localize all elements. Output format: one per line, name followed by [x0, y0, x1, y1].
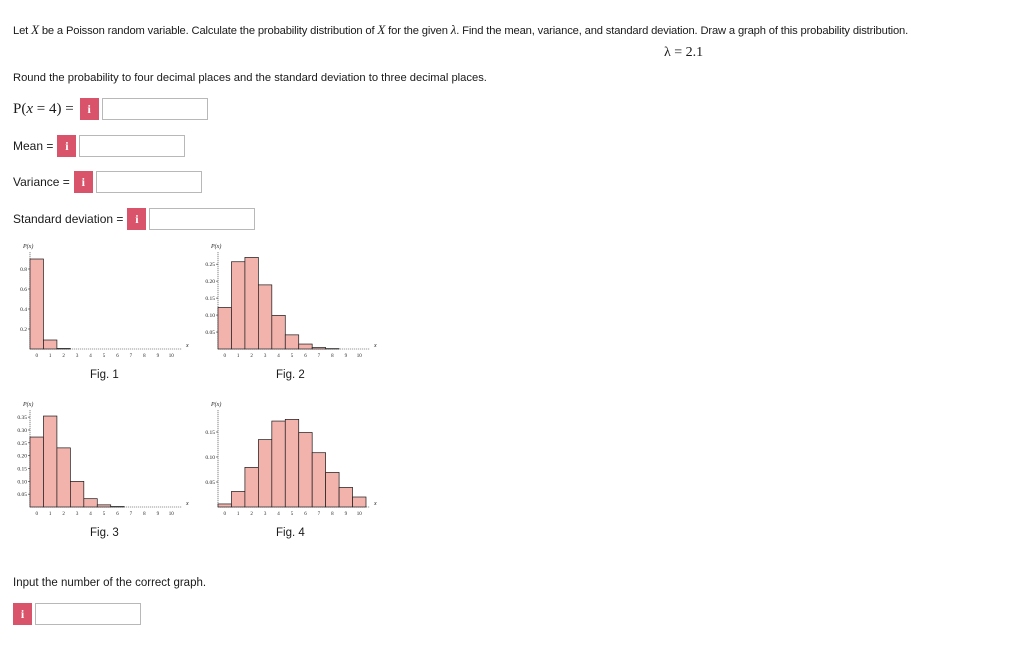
y-tick-label: 0.6	[20, 287, 27, 293]
x-tick-label: 4	[277, 354, 280, 359]
y-tick-label: 0.25	[17, 440, 27, 447]
figure-2-caption: Fig. 2	[276, 369, 305, 381]
y-tick-label: 0.8	[20, 267, 27, 273]
bar	[285, 419, 298, 507]
y-tick-label: 0.05	[205, 330, 215, 337]
info-icon[interactable]: i	[13, 603, 32, 625]
bar	[258, 440, 271, 507]
mean-input[interactable]	[79, 135, 185, 157]
variance-input[interactable]	[96, 171, 202, 193]
x-tick-label: 1	[236, 512, 240, 517]
x-tick-label: 6	[304, 354, 307, 359]
x-tick-label: 7	[129, 512, 133, 517]
bar	[299, 433, 312, 508]
x-tick-label: 5	[290, 354, 294, 359]
bar	[326, 472, 339, 507]
x-tick-label: 5	[102, 354, 106, 359]
bar	[312, 348, 325, 349]
x-tick-label: 5	[290, 512, 294, 517]
info-icon[interactable]: i	[127, 208, 146, 230]
x-tick-label: 9	[156, 354, 160, 359]
math-variable-x: X	[377, 22, 386, 37]
y-tick-label: 0.25	[205, 262, 215, 269]
x-tick-label: 1	[48, 354, 52, 359]
math-variable-x: X	[31, 22, 39, 37]
bar	[70, 481, 83, 507]
bar	[84, 499, 97, 507]
figure-1-chart	[10, 240, 190, 360]
y-tick-label: 0.30	[17, 427, 27, 434]
bar	[245, 257, 258, 349]
x-tick-label: 4	[277, 512, 280, 517]
bar	[285, 335, 298, 349]
bar	[30, 437, 43, 507]
y-tick-label: 0.10	[205, 313, 215, 320]
bar	[43, 340, 56, 349]
x-tick-label: 4	[89, 512, 92, 517]
graph-prompt: Input the number of the correct graph.	[13, 577, 207, 589]
x-tick-label: 1	[236, 354, 240, 359]
figure-2-chart	[198, 240, 378, 360]
bar	[218, 504, 231, 507]
y-axis-label: P(x)	[23, 244, 34, 250]
x-tick-label: 8	[331, 512, 334, 517]
y-tick-label: 0.35	[17, 415, 27, 422]
bar	[57, 349, 70, 350]
y-tick-label: 0.2	[20, 327, 27, 333]
lambda-value: λ = 2.1	[664, 45, 704, 60]
bar	[30, 259, 43, 349]
x-tick-label: 8	[143, 354, 146, 359]
probability-input[interactable]	[102, 98, 208, 120]
probability-label: P(x = 4) =	[13, 100, 74, 117]
bar	[231, 491, 244, 507]
question-part: . Find the mean, variance, and standard deviation. Draw a graph of this probability distribution.	[456, 25, 909, 37]
x-tick-label: 2	[62, 354, 65, 359]
bar	[312, 453, 325, 507]
y-tick-label: 0.15	[205, 296, 215, 303]
bar	[43, 416, 56, 507]
y-tick-label: 0.20	[205, 279, 215, 286]
x-tick-label: 8	[143, 512, 146, 517]
graph-answer-row	[13, 601, 141, 627]
info-icon[interactable]: i	[80, 98, 99, 120]
x-tick-label: 0	[223, 512, 226, 517]
x-tick-label: 10	[356, 512, 362, 517]
x-tick-label: 3	[263, 512, 267, 517]
x-tick-label: 6	[116, 354, 119, 359]
y-tick-label: 0.15	[205, 430, 215, 436]
std-row	[13, 206, 255, 232]
bar	[245, 467, 258, 507]
x-tick-label: 0	[223, 354, 226, 359]
x-tick-label: 4	[89, 354, 92, 359]
x-tick-label: 6	[116, 512, 119, 517]
mean-label: Mean =	[13, 139, 54, 153]
probability-row	[13, 96, 208, 122]
x-axis-label: x	[186, 343, 189, 349]
figure-3-caption: Fig. 3	[90, 527, 119, 539]
mean-row	[13, 133, 185, 159]
x-tick-label: 9	[344, 354, 348, 359]
x-tick-label: 2	[62, 512, 65, 517]
figure-4-caption: Fig. 4	[276, 527, 305, 539]
math-lambda: λ	[450, 22, 457, 37]
x-tick-label: 8	[331, 354, 334, 359]
y-tick-label: 0.15	[17, 466, 27, 473]
question-part: be a Poisson random variable. Calculate the probability distribution of	[38, 25, 378, 37]
bar	[97, 505, 110, 507]
y-axis-label: P(x)	[211, 244, 222, 250]
bar	[339, 487, 352, 507]
std-label: Standard deviation =	[13, 212, 124, 226]
question-part: Let	[13, 25, 32, 37]
y-tick-label: 0.05	[205, 480, 215, 486]
std-input[interactable]	[149, 208, 255, 230]
y-tick-label: 0.05	[17, 492, 27, 499]
x-tick-label: 1	[48, 512, 52, 517]
x-tick-label: 5	[102, 512, 106, 517]
x-tick-label: 0	[35, 512, 38, 517]
question-part: for the given	[385, 25, 451, 37]
info-icon[interactable]: i	[57, 135, 76, 157]
x-tick-label: 9	[156, 512, 160, 517]
y-tick-label: 0.4	[20, 307, 27, 313]
y-axis-label: P(x)	[211, 402, 222, 408]
x-axis-label: x	[186, 501, 189, 507]
variance-label: Variance =	[13, 175, 70, 189]
x-tick-label: 7	[129, 354, 133, 359]
bar	[353, 497, 366, 507]
rounding-instructions: Round the probability to four decimal places and the standard deviation to three decimal places.	[13, 72, 487, 84]
x-tick-label: 0	[35, 354, 38, 359]
y-tick-label: 0.10	[17, 479, 27, 486]
x-tick-label: 10	[168, 512, 174, 517]
x-tick-label: 10	[168, 354, 174, 359]
variance-row	[13, 169, 202, 195]
x-tick-label: 3	[263, 354, 267, 359]
x-tick-label: 7	[317, 512, 321, 517]
y-axis-label: P(x)	[23, 402, 34, 408]
figure-4-chart	[198, 398, 378, 518]
bar	[272, 421, 285, 507]
bar	[272, 315, 285, 349]
x-axis-label: x	[374, 501, 377, 507]
y-tick-label: 0.20	[17, 453, 27, 460]
figure-3-chart	[10, 398, 190, 518]
figure-1-caption: Fig. 1	[90, 369, 119, 381]
bar	[258, 285, 271, 349]
x-tick-label: 6	[304, 512, 307, 517]
bar	[299, 344, 312, 349]
bar	[57, 448, 70, 507]
question-text	[13, 22, 908, 38]
x-tick-label: 10	[356, 354, 362, 359]
x-tick-label: 9	[344, 512, 348, 517]
x-axis-label: x	[374, 343, 377, 349]
graph-number-input[interactable]	[35, 603, 141, 625]
x-tick-label: 2	[250, 354, 253, 359]
x-tick-label: 3	[75, 354, 79, 359]
x-tick-label: 2	[250, 512, 253, 517]
bar	[218, 307, 231, 349]
bar	[231, 262, 244, 349]
info-icon[interactable]: i	[74, 171, 93, 193]
x-tick-label: 7	[317, 354, 321, 359]
y-tick-label: 0.10	[205, 455, 215, 461]
x-tick-label: 3	[75, 512, 79, 517]
